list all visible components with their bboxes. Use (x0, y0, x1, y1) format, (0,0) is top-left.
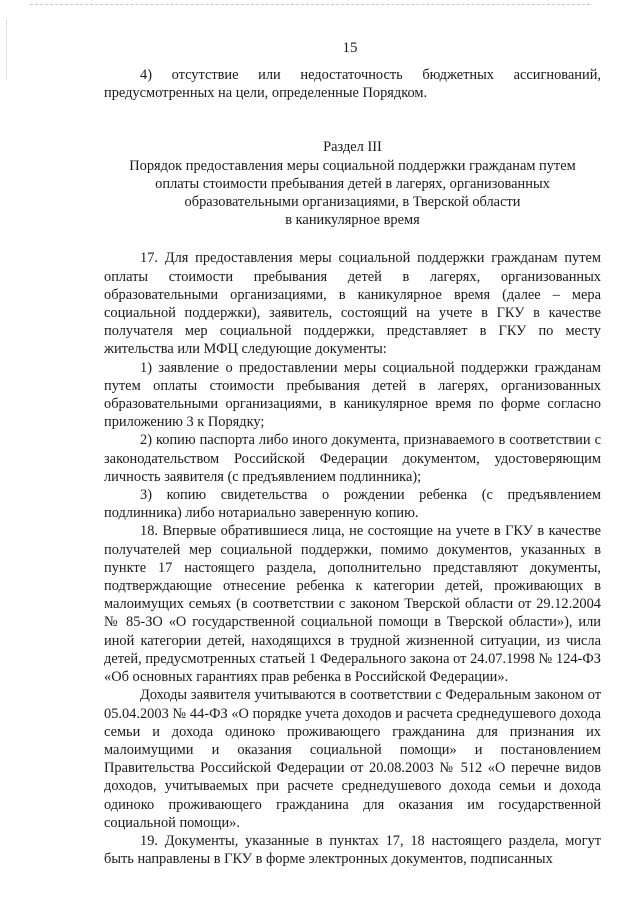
paragraph-19: 19. Документы, указанные в пунктах 17, 18 настоящего раздела, могут быть направлены в ГКУ в форме электронных документов, подписанных (104, 832, 601, 868)
paragraph-17-item-1: 1) заявление о предоставлении меры социальной поддержки гражданам путем оплаты стоимости пребывания детей в лагерях, организованных образовательными организациями, в каникулярное время по форме согласно приложению 3 к Порядку; (104, 359, 601, 431)
section-number: Раздел III (323, 139, 382, 156)
paragraph-17-item-2: 2) копию паспорта либо иного документа, признаваемого в соответствии с законодательством Российской Федерации документом, удостоверяющим личность заявителя (с предъявлением подлинника); (104, 432, 601, 485)
section-title-line: в каникулярное время (285, 212, 420, 229)
scan-edge-top (30, 4, 590, 5)
document-body (104, 66, 601, 868)
section-title-line: Порядок предоставления меры социальной поддержки гражданам путем (129, 157, 576, 174)
paragraph-17: 17. Для предоставления меры социальной поддержки гражданам путем оплаты стоимости пребывания детей в лагерях, организованных образовательными организациями, в каникулярное время (далее – мера социальной поддержки), заявитель, состоящий на учете в ГКУ в качестве получателя мер социальной поддержки, представляет в ГКУ по месту жительства или МФЦ следующие документы: (104, 250, 601, 358)
page-number: 15 (342, 40, 358, 56)
list-item-4: 4) отсутствие или недостаточность бюджетных ассигнований, предусмотренных на цели, определенные Порядком. (104, 67, 601, 102)
paragraph-17-item-3: 3) копию свидетельства о рождении ребенка (с предъявлением подлинника) либо нотариально заверенную копию. (104, 487, 601, 522)
paragraph-income: Доходы заявителя учитываются в соответствии с Федеральным законом от 05.04.2003 № 44-ФЗ «О порядке учета доходов и расчета среднедушевого дохода семьи и дохода одиноко проживающего гражданина для признания их малоимущими и оказания социальной помощи» и постановлением Правительства Российской Федерации от 20.08.2003 № 512 «О перечне видов доходов, учитываемых при расчете среднедушевого дохода семьи и дохода одиноко проживающего гражданина для оказания им государственной социальной помощи». (104, 687, 601, 831)
section-title-line: оплаты стоимости пребывания детей в лагерях, организованных (155, 175, 550, 192)
section-title-line: образовательными организациями, в Тверской области (184, 194, 521, 211)
section-heading (104, 138, 601, 229)
paragraph-18: 18. Впервые обратившиеся лица, не состоящие на учете в ГКУ в качестве получателей мер социальной поддержки, помимо документов, указанных в пункте 17 настоящего раздела, дополнительно представляют документы, подтверждающие отнесение ребенка к категории детей, проживающих в малоимущих семьях (в соответствии с законом Тверской области от 29.12.2004 № 85-ЗО «О государственной социальной помощи в Тверской области»), или иной категории детей, находящихся в трудной жизненной ситуации, из числа детей, предусмотренных статьей 1 Федерального закона от 24.07.1998 № 124-ФЗ «Об основных гарантиях прав ребенка в Российской Федерации». (104, 523, 601, 686)
